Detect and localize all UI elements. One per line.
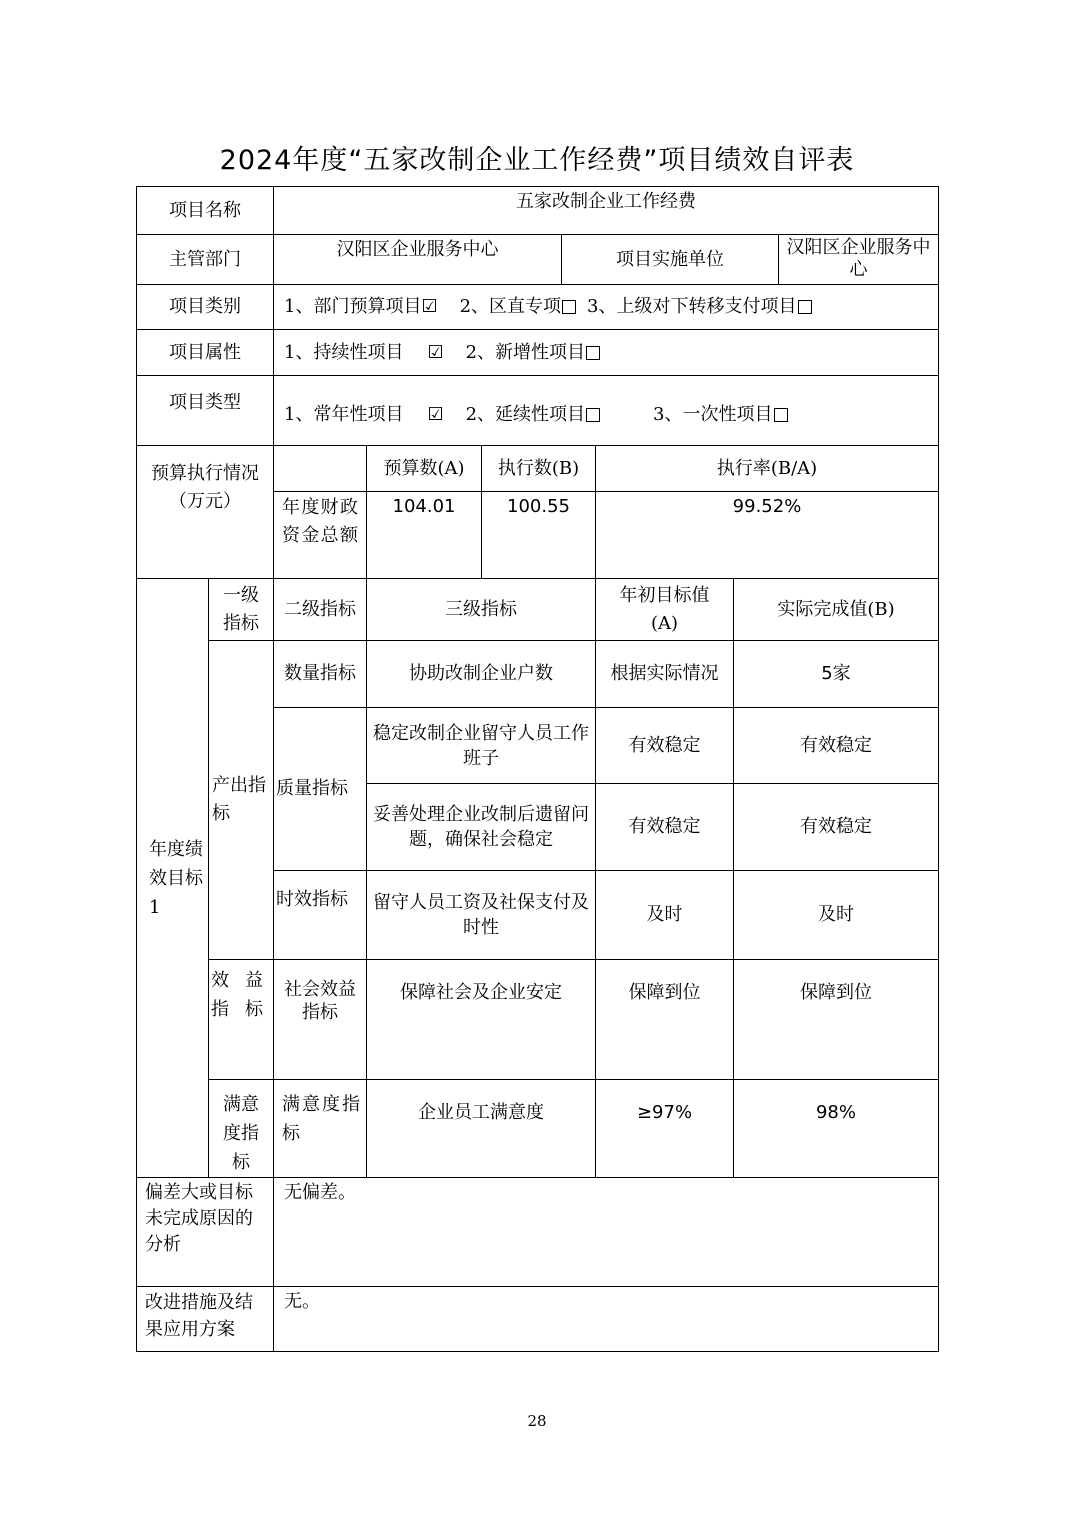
unchecked-box-icon[interactable] <box>562 300 576 314</box>
indicator-level2: 满意度指标 <box>273 1079 367 1178</box>
attribute-option-continuous: 1、持续性项目 <box>284 341 404 363</box>
indicator-actual: 98% <box>733 1079 939 1178</box>
annual-goal-label: 年度绩效目标1 <box>136 578 209 1178</box>
indicator-level3: 企业员工满意度 <box>366 1079 596 1178</box>
rate-header: 执行率(B/A) <box>595 445 939 492</box>
project-name-value: 五家改制企业工作经费 <box>273 186 939 235</box>
unchecked-box-icon[interactable] <box>586 408 600 422</box>
actual-header: 实际完成值(B) <box>733 578 939 641</box>
indicator-target: ≥97% <box>595 1079 734 1178</box>
unchecked-box-icon[interactable] <box>586 346 600 360</box>
output-indicator-label: 产出指标 <box>208 640 274 960</box>
category-option-transfer: 3、上级对下转移支付项目 <box>587 296 797 317</box>
indicator-level3: 协助改制企业户数 <box>366 640 596 708</box>
level2-header: 二级指标 <box>273 578 367 641</box>
indicator-actual: 有效稳定 <box>733 707 939 784</box>
indicator-level3: 保障社会及企业安定 <box>366 959 596 1080</box>
type-option-extended: 2、延续性项目 <box>465 403 586 425</box>
type-option-onetime: 3、一次性项目 <box>653 403 773 425</box>
impl-unit-value: 汉阳区企业服务中心 <box>778 234 939 285</box>
indicator-target: 保障到位 <box>595 959 734 1080</box>
dept-value: 汉阳区企业服务中心 <box>273 234 562 285</box>
type-options <box>273 375 939 446</box>
indicator-level3: 妥善处理企业改制后遗留问题，确保社会稳定 <box>366 783 596 871</box>
page-title: 2024年度“五家改制企业工作经费”项目绩效自评表 <box>219 145 855 176</box>
budget-a-header: 预算数(A) <box>366 445 482 492</box>
dept-label: 主管部门 <box>136 234 274 285</box>
indicator-target: 根据实际情况 <box>595 640 734 708</box>
indicator-level2: 数量指标 <box>273 640 367 708</box>
deviation-label: 偏差大或目标未完成原因的分析 <box>136 1177 274 1287</box>
indicator-level3: 稳定改制企业留守人员工作班子 <box>366 707 596 784</box>
target-header: 年初目标值(A) <box>595 578 734 641</box>
type-option-annual: 1、常年性项目 <box>284 403 404 425</box>
page-number: 28 <box>527 1412 547 1430</box>
indicator-level2: 质量指标 <box>273 707 367 871</box>
budget-exec-label: 预算执行情况（万元） <box>136 445 274 579</box>
level3-header: 三级指标 <box>366 578 596 641</box>
category-options <box>273 284 939 330</box>
unchecked-box-icon[interactable] <box>798 300 812 314</box>
exec-b-header: 执行数(B) <box>481 445 596 492</box>
level1-header: 一级指标 <box>208 578 274 641</box>
deviation-value: 无偏差。 <box>273 1177 939 1287</box>
improve-label: 改进措施及结果应用方案 <box>136 1286 274 1352</box>
indicator-actual: 有效稳定 <box>733 783 939 871</box>
impl-unit-label: 项目实施单位 <box>561 234 779 285</box>
annual-funds-label: 年度财政资金总额 <box>273 491 367 579</box>
type-label: 项目类型 <box>136 375 274 446</box>
checked-box-icon[interactable]: ☑ <box>427 403 444 425</box>
executed-value: 100.55 <box>481 491 596 579</box>
category-option-district: 2、区直专项 <box>459 296 562 317</box>
satisfaction-indicator-label: 满意度指标 <box>208 1079 274 1178</box>
indicator-target: 有效稳定 <box>595 707 734 784</box>
blank-header-cell <box>273 445 367 492</box>
improve-value: 无。 <box>273 1286 939 1352</box>
attribute-options <box>273 329 939 376</box>
indicator-actual: 5家 <box>733 640 939 708</box>
checked-box-icon[interactable]: ☑ <box>427 341 444 363</box>
attribute-label: 项目属性 <box>136 329 274 376</box>
category-option-dept-budget: 1、部门预算项目 <box>284 296 422 317</box>
budget-value: 104.01 <box>366 491 482 579</box>
indicator-target: 及时 <box>595 870 734 960</box>
category-label: 项目类别 <box>136 284 274 330</box>
benefit-indicator-label: 效益指标 <box>208 959 274 1080</box>
rate-value: 99.52% <box>595 491 939 579</box>
checked-box-icon[interactable]: ☑ <box>421 296 438 317</box>
unchecked-box-icon[interactable] <box>774 408 788 422</box>
project-name-label: 项目名称 <box>136 186 274 235</box>
indicator-level2: 社会效益指标 <box>273 959 367 1080</box>
attribute-option-new: 2、新增性项目 <box>465 341 586 363</box>
indicator-actual: 及时 <box>733 870 939 960</box>
indicator-target: 有效稳定 <box>595 783 734 871</box>
indicator-level2: 时效指标 <box>273 870 367 960</box>
indicator-actual: 保障到位 <box>733 959 939 1080</box>
indicator-level3: 留守人员工资及社保支付及时性 <box>366 870 596 960</box>
